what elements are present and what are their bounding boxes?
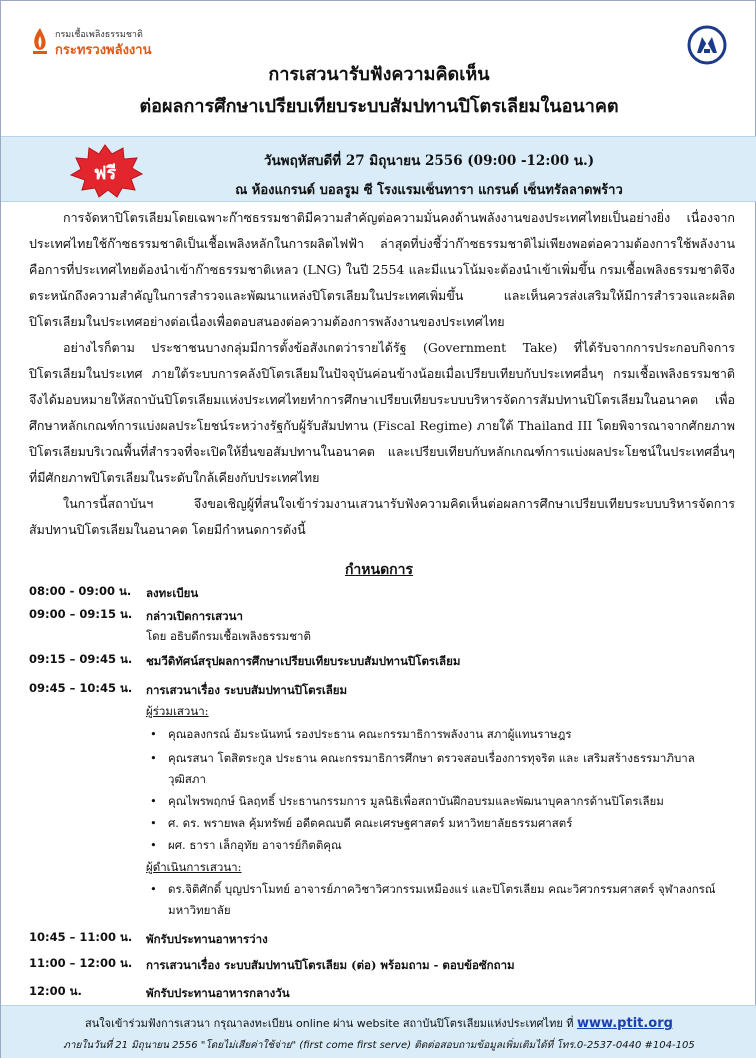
free-burst-badge [67,144,143,198]
panelist-item: • ผศ. ธารา เล็กอุทัย อาจารย์กิตติคุณ [150,838,342,852]
header [1,1,756,136]
agenda-desc: กล่าวเปิดการเสวนา [146,609,243,623]
agenda-desc: การเสวนาเรื่อง ระบบสัมปทานปิโตรเลียม (ต่อ) พร้อมถาม - ตอบข้อซักถาม [146,958,515,972]
moderator-heading: ผู้ดำเนินการเสวนา: [146,860,242,874]
agenda-time: 09:45 – 10:45 น. [29,681,133,695]
agenda-desc: พักรับประทานอาหารกลางวัน [146,986,290,1000]
agenda-time: 09:15 – 09:45 น. [29,652,133,666]
panelist-item: • คุณรสนา โตสิตระกูล ประธาน คณะกรรมาธิการศึกษา ตรวจสอบเรื่องการทุจริต และ เสริมสร้างธรรมาภิบาล วุฒิสภา [150,751,695,786]
event-date: วันพฤหัสบดีที่ 27 มิถุนายน 2556 (09:00 -12:00 น.) [263,153,595,169]
moderator-item: • ดร.จิติศักดิ์ บุญปราโมทย์ อาจารย์ภาควิชาวิศวกรรมเหมืองแร่ และปิโตรเลียม คณะวิศวกรรมศาสตร์ จุฬาลงกรณ์มหาวิทยาลัย [150,882,716,917]
contact-line: ภายในวันที่ 21 มิถุนายน 2556 "โดยไม่เสียค่าใช้จ่าย" (first come first serve) ติดต่อสอบถามข้อมูลเพิ่มเติมได้ที่ โทร.0-2537-0440 #104-105 [63,1040,695,1051]
intro-paragraph-1: การจัดหาปิโตรเลียมโดยเฉพาะก๊าซธรรมชาติมีความสำคัญต่อความมั่นคงด้านพลังงานของประเทศไทยเป็นอย่างยิ่ง เนื่องจากประเทศไทยใช้ก๊าซธรรมชาติเป็นเชื้อเพลิงหลักในการผลิตไฟฟ้า ล่าสุดที่บ่งชี้ว่าก๊าซธรรมชาติไม่เพียงพอต่อความต้องการใช้พลังงานคือการที่ประเทศไทยต้องนำเข้าก๊าซธรรมชาติเหลว (LNG) ในปี 2554 และมีแนวโน้มจะต้องนำเข้าเพิ่มขึ้น กรมเชื้อเพลิงธรรมชาติจึงตระหนักถึงความสำคัญในการสำรวจและพัฒนาแหล่งปิโตรเลียมในประเทศเพิ่มขึ้น และเห็นควรส่งเสริมให้มีการสำรวจและผลิตปิโตรเลียมในประเทศอย่างต่อเนื่องเพื่อตอบสนองต่อความต้องการพลังงานของประเทศไทย [29,210,735,329]
agenda-time: 08:00 - 09:00 น. [29,584,132,598]
agenda-desc: ชมวีดิทัศน์สรุปผลการศึกษาเปรียบเทียบระบบสัมปทานปิโตรเลียม [146,654,461,668]
agenda-time: 10:45 – 11:00 น. [29,930,133,944]
flame-logo-icon [31,27,49,55]
registration-footer [1,1005,756,1058]
panelist-item: • คุณไพรพฤกษ์ นิลฤทธิ์ ประธานกรรมการ มูลนิธิเพื่อสถาบันฝึกอบรมและพัฒนาบุคลากรด้านปิโตรเลียม [150,794,664,808]
panel-heading: ผู้ร่วมเสวนา: [146,704,209,718]
ministry-name: กระทรวงพลังงาน [55,43,152,58]
panelist-item: • คุณอลงกรณ์ อัมระนันทน์ รองประธาน คณะกรรมาธิการพลังงาน สภาผู้แทนราษฎร [150,727,572,741]
agenda-title: กำหนดการ [344,562,414,578]
free-label: ฟรี [93,163,117,184]
intro-paragraph-2: อย่างไรก็ตาม ประชาชนบางกลุ่มมีการตั้งข้อสังเกตว่ารายได้รัฐ (Government Take) ที่ได้รับจากการประกอบกิจการปิโตรเลียมในประเทศ ภายใต้ระบบการคลังปิโตรเลียมในปัจจุบันค่อนข้างน้อยเมื่อเปรียบเทียบกับประเทศอื่นๆ กรมเชื้อเพลิงธรรมชาติจึงได้มอบหมายให้สถาบันปิโตรเลียมแห่งประเทศไทยทำการศึกษาเปรียบเทียบระบบบริหารจัดการสัมปทานปิโตรเลียมในอนาคต เพื่อศึกษาหลักเกณฑ์การแบ่งผลประโยชน์ระหว่างรัฐกับผู้รับสัมปทาน (Fiscal Regime) ภายใต้ Thailand III โดยพิจารณาจากศักยภาพปิโตรเลียมบริเวณพื้นที่สำรวจที่จะเปิดให้ยื่นขอสัมปทานในอนาคต และเปรียบเทียบกับหลักเกณฑ์การแบ่งผลประโยชน์ในประเทศอื่นๆ ที่มีศักยภาพปิโตรเลียมในระดับใกล้เคียงกับประเทศไทย [29,340,735,485]
intro-text [29,205,735,543]
website-link[interactable]: www.ptit.org [577,1016,673,1031]
intro-paragraph-3: ในการนี้สถาบันฯ จึงขอเชิญผู้ที่สนใจเข้าร่วมงานเสวนารับฟังความคิดเห็นต่อผลการศึกษาเปรียบเทียบระบบบริหารจัดการสัมปทานปิโตรเลียมในอนาคต โดยมีกำหนดการดังนี้ [29,496,735,537]
dept-name: กรมเชื้อเพลิงธรรมชาติ [55,30,143,40]
event-venue: ณ ห้องแกรนด์ บอลรูม ซี โรงแรมเซ็นทารา แกรนด์ เซ็นทรัลลาดพร้าว [235,183,623,198]
agenda-time: 09:00 – 09:15 น. [29,607,133,621]
agenda-time: 11:00 – 12:00 น. [29,956,133,970]
agenda-time: 12:00 น. [29,984,82,998]
page-title-line1: การเสวนารับฟังความคิดเห็น [268,64,490,85]
page-title-line2: ต่อผลการศึกษาเปรียบเทียบระบบสัมปทานปิโตรเลียมในอนาคต [139,96,619,117]
registration-text: สนใจเข้าร่วมฟังการเสวนา กรุณาลงทะเบียน online ผ่าน website สถาบันปิโตรเลียมแห่งประเทศไทย ที่ [85,1017,574,1030]
ministry-logo [31,23,231,63]
agenda-desc: การเสวนาเรื่อง ระบบสัมปทานปิโตรเลียม [146,683,348,697]
agenda-desc: ลงทะเบียน [146,586,199,600]
agenda-desc: พักรับประทานอาหารว่าง [146,932,268,946]
panelist-item: • ศ. ดร. พรายพล คุ้มทรัพย์ อดีตคณบดี คณะเศรษฐศาสตร์ มหาวิทยาลัยธรรมศาสตร์ [150,816,573,830]
registration-line [1,1014,756,1032]
agenda-sub: โดย อธิบดีกรมเชื้อเพลิงธรรมชาติ [146,629,311,643]
